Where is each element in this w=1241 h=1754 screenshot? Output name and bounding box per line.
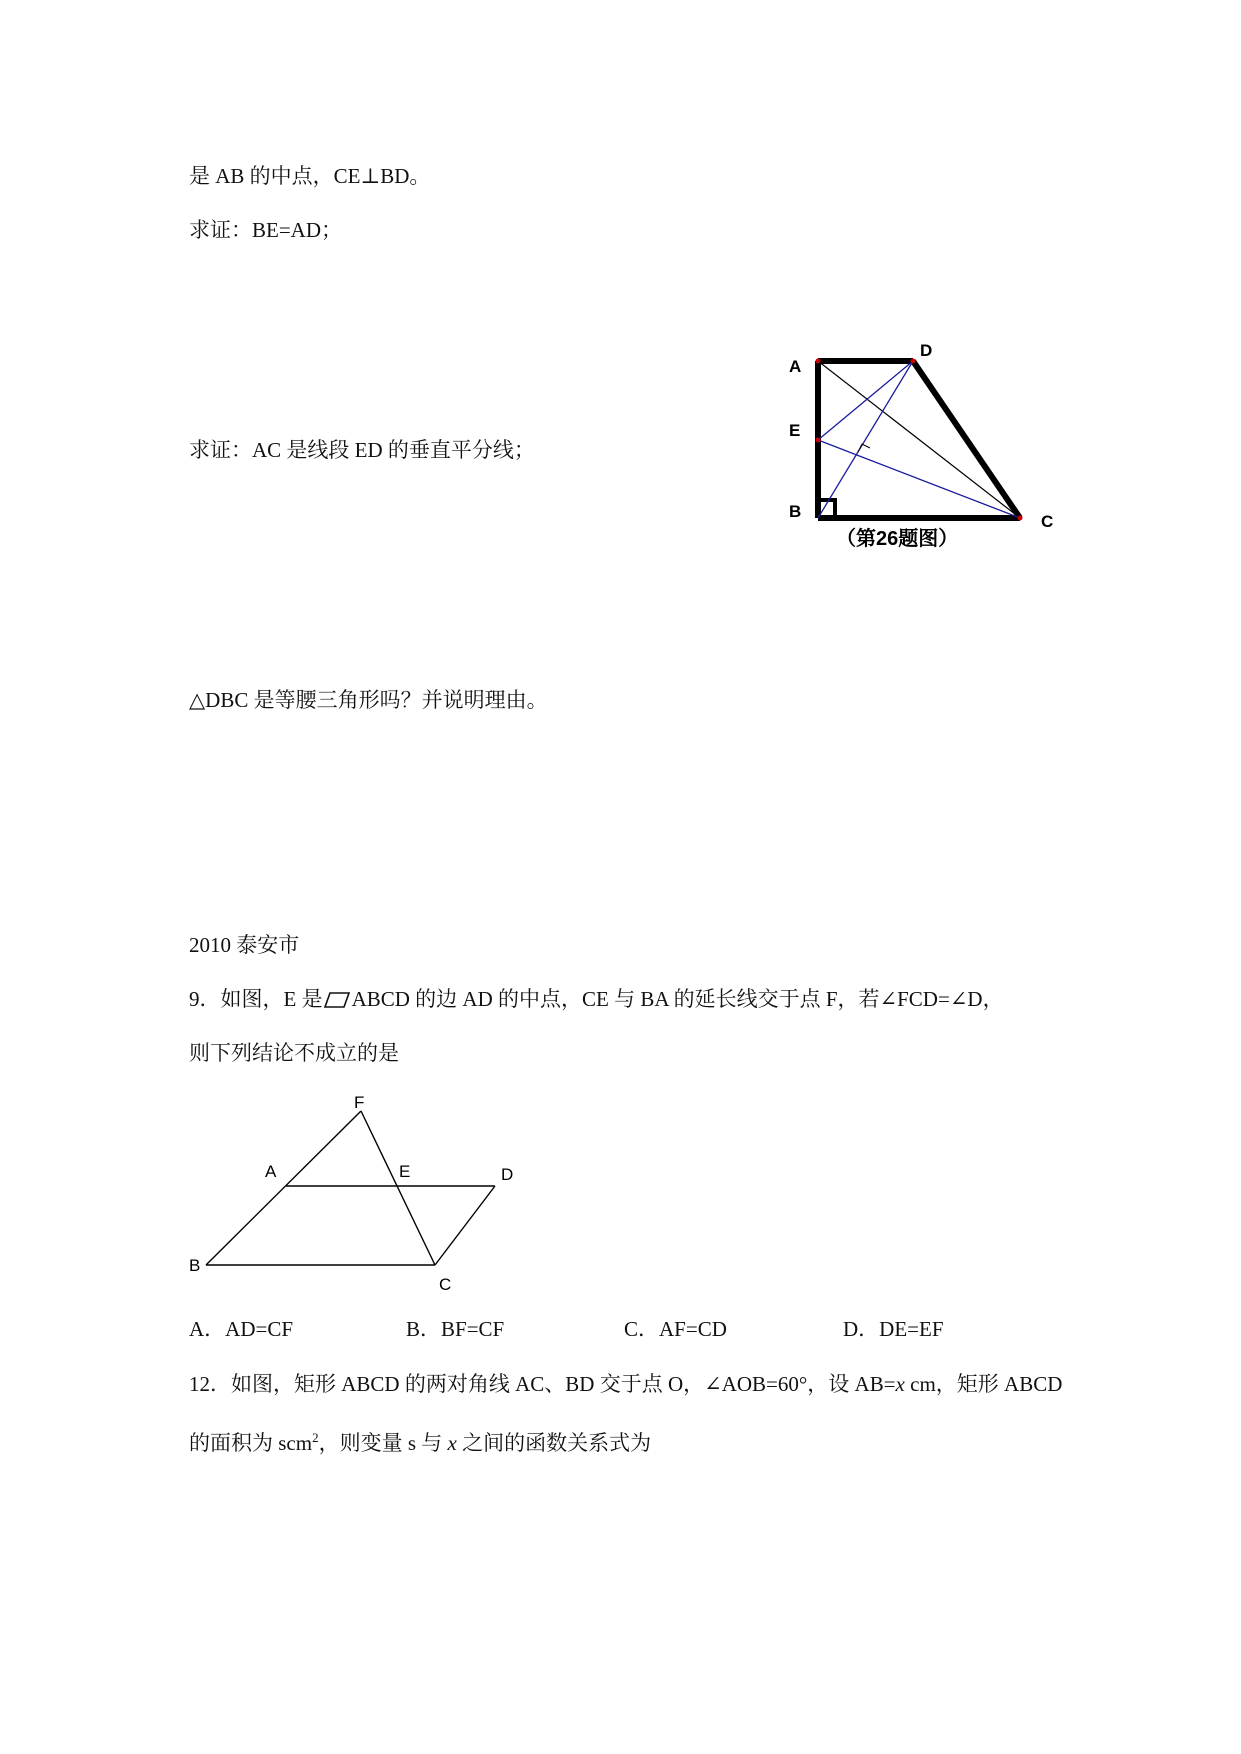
label-c: C: [439, 1275, 452, 1294]
label-c: C: [1041, 512, 1054, 531]
question-12-line1: [189, 1370, 1062, 1398]
q12-text-e: 之间的函数关系式为: [456, 1431, 652, 1455]
figure-9: [185, 1090, 525, 1310]
segment-ed: [818, 361, 913, 440]
segment-dc: [435, 1186, 495, 1265]
label-d: D: [501, 1165, 514, 1184]
label-d: D: [920, 341, 933, 360]
label-f: F: [354, 1093, 365, 1112]
point-e: [816, 438, 821, 443]
option-c: C．AF=CD: [624, 1317, 727, 1341]
option-a: A．AD=CF: [189, 1317, 294, 1341]
point-d: [911, 359, 916, 364]
point-c: [1018, 516, 1023, 521]
q9-suffix: ABCD 的边 AD 的中点，CE 与 BA 的延长线交于点 F，若∠FCD=∠D，: [351, 987, 1004, 1011]
label-b: B: [189, 1256, 201, 1275]
segment-bf: [206, 1111, 361, 1265]
segment-bd: [818, 361, 913, 518]
option-d: D．DE=EF: [843, 1317, 944, 1341]
q12-variable-x: x: [895, 1372, 905, 1396]
label-b: B: [789, 502, 802, 521]
segment-dc: [913, 361, 1020, 518]
q9-prefix: 9．如图，E 是: [189, 987, 323, 1011]
label-e: E: [399, 1162, 411, 1181]
parallelogram-icon: [323, 988, 351, 1016]
q12-variable-x2: x: [447, 1431, 457, 1455]
text-line-midpoint: 是 AB 的中点，CE⊥BD。: [189, 164, 431, 188]
q12-text-c: 的面积为 scm: [189, 1431, 313, 1455]
segment-ac: [818, 361, 1020, 518]
question-9-line2: 则下列结论不成立的是: [189, 1041, 399, 1065]
option-b: B．BF=CF: [406, 1317, 505, 1341]
text-line-source: 2010 泰安市: [189, 933, 300, 957]
q12-text-d: ，则变量 s 与: [318, 1431, 448, 1455]
segment-fc: [361, 1111, 435, 1265]
figure-26: [780, 336, 1060, 566]
label-a: A: [789, 357, 802, 376]
question-9-line1: [189, 985, 1004, 1016]
text-line-prove-bisector: 求证：AC 是线段 ED 的垂直平分线；: [189, 438, 535, 462]
point-a: [816, 359, 821, 364]
text-line-prove-be-ad: 求证：BE=AD；: [189, 218, 343, 242]
figure-caption: （第26题图）: [836, 528, 959, 550]
label-a: A: [265, 1162, 277, 1181]
q12-text-b: cm，矩形 ABCD: [904, 1372, 1063, 1396]
q12-superscript: 2: [312, 1430, 319, 1445]
q12-text-a: 12．如图，矩形 ABCD 的两对角线 AC、BD 交于点 O，∠AOB=60°，设 AB=: [189, 1372, 896, 1396]
label-e: E: [789, 421, 801, 440]
segment-ec: [818, 440, 1020, 518]
right-angle-mark: [858, 444, 870, 452]
question-12-line2: [189, 1424, 651, 1457]
text-line-isosceles: △DBC 是等腰三角形吗？并说明理由。: [189, 688, 548, 712]
